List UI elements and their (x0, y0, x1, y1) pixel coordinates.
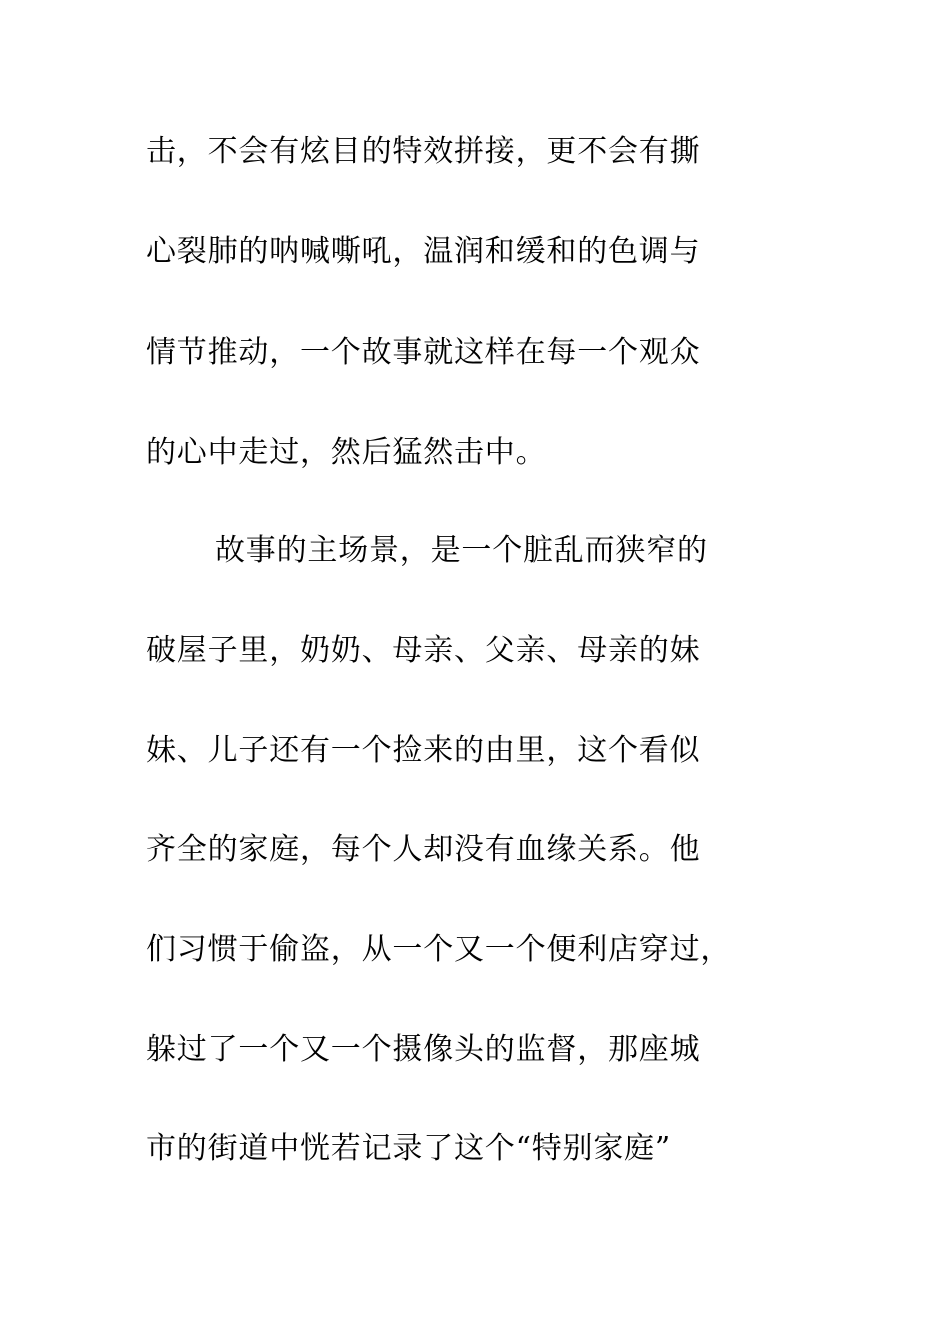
text-line: 市的街道中恍若记录了这个“特别家庭” (146, 1131, 672, 1166)
text-line: 的心中走过，然后猛然击中。 (146, 435, 547, 470)
text-line: 妹、儿子还有一个捡来的由里，这个看似 (146, 733, 701, 768)
text-line: 心裂肺的呐喊嘶吼，温润和缓和的色调与 (146, 234, 701, 269)
text-line: 齐全的家庭，每个人却没有血缘关系。他 (146, 832, 701, 867)
text-line: 击，不会有炫目的特效拼接，更不会有撕 (146, 134, 701, 169)
text-line: 躲过了一个又一个摄像头的监督，那座城 (146, 1032, 701, 1067)
text-line: 们习惯于偷盗，从一个又一个便利店穿过， (146, 932, 732, 967)
text-line: 故事的主场景，是一个脏乱而狭窄的 (215, 533, 708, 568)
text-line: 情节推动，一个故事就这样在每一个观众 (146, 335, 701, 370)
text-line: 破屋子里，奶奶、母亲、父亲、母亲的妹 (146, 633, 701, 668)
